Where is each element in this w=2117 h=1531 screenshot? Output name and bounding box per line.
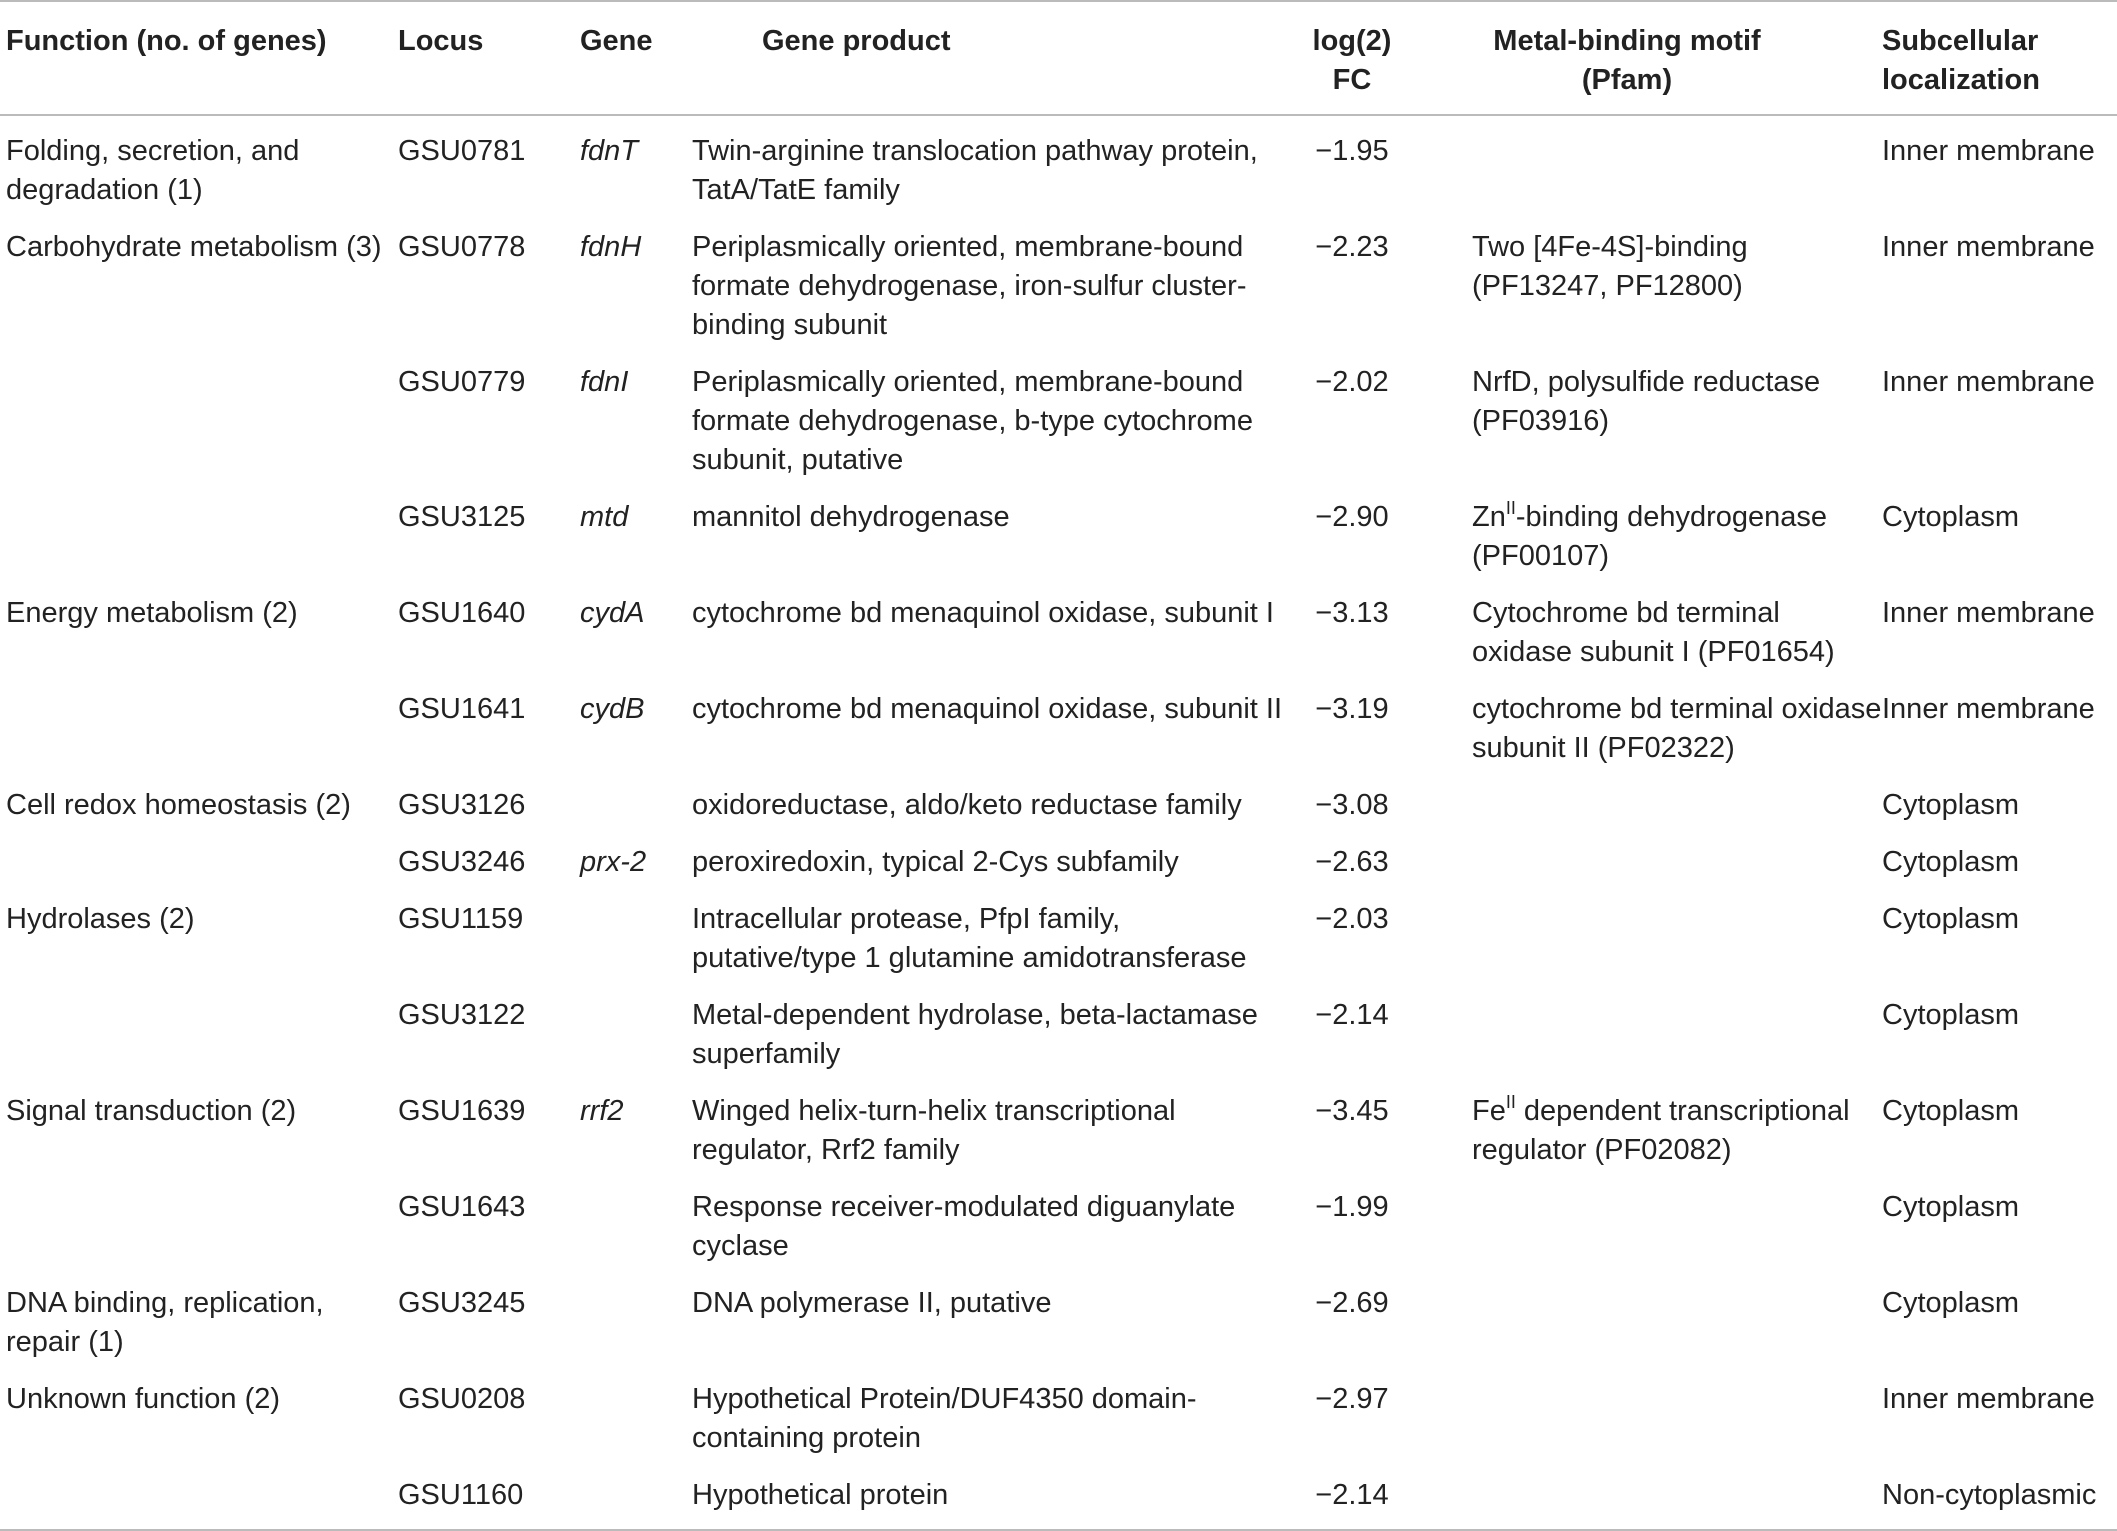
- cell-product: Periplasmically oriented, membrane-bound formate dehydrogenase, iron-sulfur cluster-binding subunit: [692, 231, 1247, 341]
- cell-motif: [1442, 987, 1882, 1083]
- cell-locus: GSU0208: [398, 1383, 526, 1415]
- cell-locus: GSU3122: [398, 999, 526, 1031]
- cell-fc: −2.14: [1315, 999, 1389, 1031]
- cell-fc: −2.69: [1315, 1287, 1389, 1319]
- cell-fc: −2.02: [1315, 366, 1389, 398]
- cell-function: [0, 354, 392, 489]
- cell-gene: [570, 1371, 692, 1467]
- cell-locus: GSU3125: [398, 501, 526, 533]
- motif-base: Zn: [1472, 501, 1506, 533]
- header-motif: [1442, 1, 1882, 115]
- cell-locus: GSU3245: [398, 1287, 526, 1319]
- cell-function: [0, 1179, 392, 1275]
- header-localization: [1882, 1, 2117, 115]
- cell-gene: mtd: [580, 501, 629, 533]
- cell-localization: Cytoplasm: [1882, 1287, 2019, 1319]
- cell-fc: −3.13: [1315, 597, 1389, 629]
- table-row: [0, 489, 2117, 585]
- cell-function: [0, 987, 392, 1083]
- cell-product: oxidoreductase, aldo/keto reductase family: [692, 789, 1242, 821]
- cell-localization: Cytoplasm: [1882, 789, 2019, 821]
- cell-motif: cytochrome bd terminal oxidase subunit II (PF02322): [1472, 693, 1882, 764]
- cell-function: Signal transduction (2): [6, 1095, 297, 1127]
- cell-product: Winged helix-turn-helix transcriptional regulator, Rrf2 family: [692, 1095, 1176, 1166]
- cell-motif: [1442, 1467, 1882, 1530]
- cell-fc: −2.90: [1315, 501, 1389, 533]
- cell-function: [0, 489, 392, 585]
- cell-gene: rrf2: [580, 1095, 624, 1127]
- header-loc-line1: Subcellular: [1882, 25, 2039, 57]
- table-row: [0, 585, 2117, 681]
- cell-motif: [1442, 834, 1882, 891]
- cell-localization: Cytoplasm: [1882, 1095, 2019, 1127]
- cell-fc: −2.97: [1315, 1383, 1389, 1415]
- cell-gene: [570, 1467, 692, 1530]
- cell-fc: −2.03: [1315, 903, 1389, 935]
- cell-locus: GSU1640: [398, 597, 526, 629]
- cell-product: cytochrome bd menaquinol oxidase, subunit I: [692, 597, 1274, 629]
- table-row: [0, 834, 2117, 891]
- cell-fc: −2.23: [1315, 231, 1389, 263]
- cell-locus: GSU3246: [398, 846, 526, 878]
- cell-product: mannitol dehydrogenase: [692, 501, 1010, 533]
- cell-fc: −1.99: [1315, 1191, 1389, 1223]
- cell-locus: GSU1639: [398, 1095, 526, 1127]
- cell-fc: −2.63: [1315, 846, 1389, 878]
- cell-product: Hypothetical protein: [692, 1479, 949, 1511]
- cell-fc: −3.19: [1315, 693, 1389, 725]
- cell-gene: fdnT: [580, 135, 639, 167]
- cell-localization: Inner membrane: [1882, 693, 2095, 725]
- cell-gene: [570, 891, 692, 987]
- cell-product: DNA polymerase II, putative: [692, 1287, 1052, 1319]
- cell-function: DNA binding, replication, repair (1): [6, 1287, 324, 1358]
- cell-localization: Cytoplasm: [1882, 903, 2019, 935]
- header-fc-line1: log(2): [1312, 25, 1392, 57]
- cell-localization: Inner membrane: [1882, 1383, 2095, 1415]
- cell-gene: fdnI: [580, 366, 629, 398]
- cell-function: Hydrolases (2): [6, 903, 195, 935]
- cell-gene: cydA: [580, 597, 645, 629]
- table-row: [0, 681, 2117, 777]
- cell-motif: NrfD, polysulfide reductase (PF03916): [1472, 366, 1821, 437]
- header-row: [0, 1, 2117, 115]
- table-row: [0, 1179, 2117, 1275]
- cell-function: [0, 681, 392, 777]
- cell-product: cytochrome bd menaquinol oxidase, subunit II: [692, 693, 1283, 725]
- cell-fc: −3.45: [1315, 1095, 1389, 1127]
- cell-gene: [570, 1179, 692, 1275]
- cell-localization: Inner membrane: [1882, 231, 2095, 263]
- cell-motif: [1442, 115, 1882, 219]
- cell-function: Carbohydrate metabolism (3): [6, 231, 382, 263]
- header-product: Gene product: [762, 25, 951, 57]
- motif-superscript: II: [1505, 498, 1516, 518]
- cell-motif: [1442, 1371, 1882, 1467]
- cell-function: [0, 834, 392, 891]
- cell-localization: Inner membrane: [1882, 597, 2095, 629]
- cell-function: [0, 1467, 392, 1530]
- cell-localization: Cytoplasm: [1882, 1191, 2019, 1223]
- cell-gene: prx-2: [580, 846, 647, 878]
- cell-locus: GSU3126: [398, 789, 526, 821]
- cell-product: peroxiredoxin, typical 2-Cys subfamily: [692, 846, 1179, 878]
- header-loc-line2: localization: [1882, 64, 2040, 96]
- motif-rest: dependent transcriptional regulator (PF02082): [1472, 1095, 1850, 1166]
- cell-function: Unknown function (2): [6, 1383, 281, 1415]
- table-row: [0, 1083, 2117, 1179]
- motif-superscript: II: [1505, 1092, 1516, 1112]
- cell-motif: [1442, 489, 1882, 585]
- table-row: [0, 1275, 2117, 1371]
- cell-locus: GSU1160: [398, 1479, 524, 1511]
- cell-product: Intracellular protease, PfpI family, putative/type 1 glutamine amidotransferase: [692, 903, 1247, 974]
- table-row: [0, 1467, 2117, 1530]
- cell-localization: Non-cytoplasmic: [1882, 1479, 2097, 1511]
- header-locus: Locus: [398, 25, 484, 57]
- table-row: [0, 219, 2117, 354]
- cell-fc: −2.14: [1315, 1479, 1389, 1511]
- cell-gene: [570, 1275, 692, 1371]
- cell-product: Response receiver-modulated diguanylate cyclase: [692, 1191, 1236, 1262]
- cell-localization: Cytoplasm: [1882, 999, 2019, 1031]
- cell-function: Cell redox homeostasis (2): [6, 789, 351, 821]
- header-function: Function (no. of genes): [6, 25, 327, 57]
- cell-locus: GSU0778: [398, 231, 526, 263]
- header-fc-line2: FC: [1332, 64, 1372, 96]
- table-row: [0, 1371, 2117, 1467]
- cell-gene: fdnH: [580, 231, 642, 263]
- cell-gene: [570, 987, 692, 1083]
- table-body: [0, 115, 2117, 1530]
- cell-product: Hypothetical Protein/DUF4350 domain-containing protein: [692, 1383, 1197, 1454]
- cell-localization: Inner membrane: [1882, 135, 2095, 167]
- cell-localization: Cytoplasm: [1882, 501, 2019, 533]
- cell-product: Twin-arginine translocation pathway protein, TatA/TatE family: [692, 135, 1258, 206]
- cell-motif: [1442, 777, 1882, 834]
- header-fc: [1292, 1, 1442, 115]
- cell-product: Periplasmically oriented, membrane-bound formate dehydrogenase, b-type cytochrome subunit, putative: [692, 366, 1253, 476]
- cell-locus: GSU1641: [398, 693, 526, 725]
- cell-product: Metal-dependent hydrolase, beta-lactamase superfamily: [692, 999, 1258, 1070]
- motif-base: Fe: [1472, 1095, 1506, 1127]
- cell-motif: [1442, 1179, 1882, 1275]
- cell-fc: −3.08: [1315, 789, 1389, 821]
- cell-localization: Inner membrane: [1882, 366, 2095, 398]
- cell-motif: [1442, 1275, 1882, 1371]
- table-row: [0, 987, 2117, 1083]
- cell-motif: [1442, 1083, 1882, 1179]
- cell-gene: [570, 777, 692, 834]
- cell-locus: GSU0781: [398, 135, 526, 167]
- cell-motif: [1442, 891, 1882, 987]
- cell-localization: Cytoplasm: [1882, 846, 2019, 878]
- table-row: [0, 777, 2117, 834]
- header-motif-line1: Metal-binding motif: [1493, 25, 1761, 57]
- cell-motif: Two [4Fe-4S]-binding (PF13247, PF12800): [1472, 231, 1748, 302]
- header-motif-line2: (Pfam): [1581, 64, 1673, 96]
- cell-fc: −1.95: [1315, 135, 1389, 167]
- table-header: [0, 1, 2117, 115]
- header-gene: Gene: [580, 25, 653, 57]
- cell-locus: GSU0779: [398, 366, 526, 398]
- table-row: [0, 115, 2117, 219]
- table-row: [0, 891, 2117, 987]
- cell-locus: GSU1643: [398, 1191, 526, 1223]
- table-row: [0, 354, 2117, 489]
- cell-function: Energy metabolism (2): [6, 597, 298, 629]
- cell-gene: cydB: [580, 693, 645, 725]
- cell-locus: GSU1159: [398, 903, 524, 935]
- cell-motif: Cytochrome bd terminal oxidase subunit I (PF01654): [1472, 597, 1835, 668]
- motif-rest: -binding dehydrogenase (PF00107): [1472, 501, 1828, 572]
- cell-function: Folding, secretion, and degradation (1): [6, 135, 300, 206]
